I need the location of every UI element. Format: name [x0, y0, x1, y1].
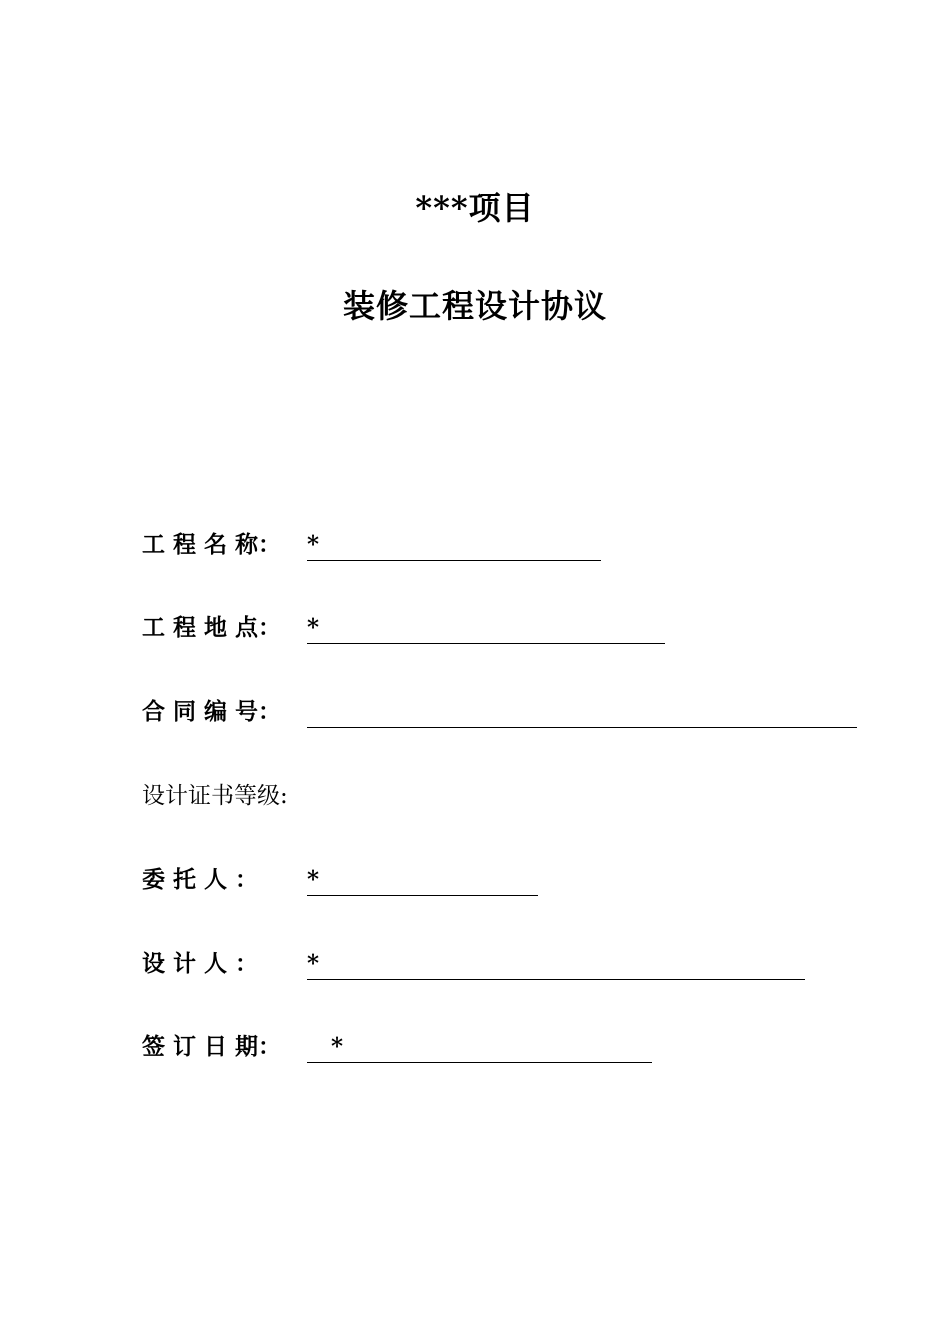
document-title-agreement: 装修工程设计协议	[342, 287, 607, 325]
field-contract-number-label: 合 同 编 号：	[142, 698, 282, 725]
field-project-name-value: *	[307, 531, 320, 558]
field-client-label: 委 托 人 ：	[142, 866, 259, 893]
field-signing-date-value: *	[331, 1033, 344, 1060]
field-designer-label: 设 计 人 ：	[142, 950, 259, 977]
field-designer-line[interactable]	[307, 949, 805, 980]
field-signing-date-label: 签 订 日 期：	[142, 1033, 282, 1060]
document-title-project: ***项目	[415, 189, 535, 227]
field-project-name-line[interactable]	[307, 530, 601, 561]
field-certificate-level-label: 设计证书等级:	[142, 783, 288, 809]
field-client-value: *	[307, 866, 320, 893]
field-project-location-line[interactable]	[307, 613, 665, 644]
field-project-location-value: *	[307, 614, 320, 641]
field-project-location-label: 工 程 地 点：	[142, 614, 282, 641]
field-signing-date-line[interactable]	[307, 1032, 652, 1063]
field-contract-number-line[interactable]	[307, 697, 857, 728]
field-client-line[interactable]	[307, 865, 538, 896]
field-designer-value: *	[307, 950, 320, 977]
field-project-name-label: 工 程 名 称：	[142, 531, 282, 558]
